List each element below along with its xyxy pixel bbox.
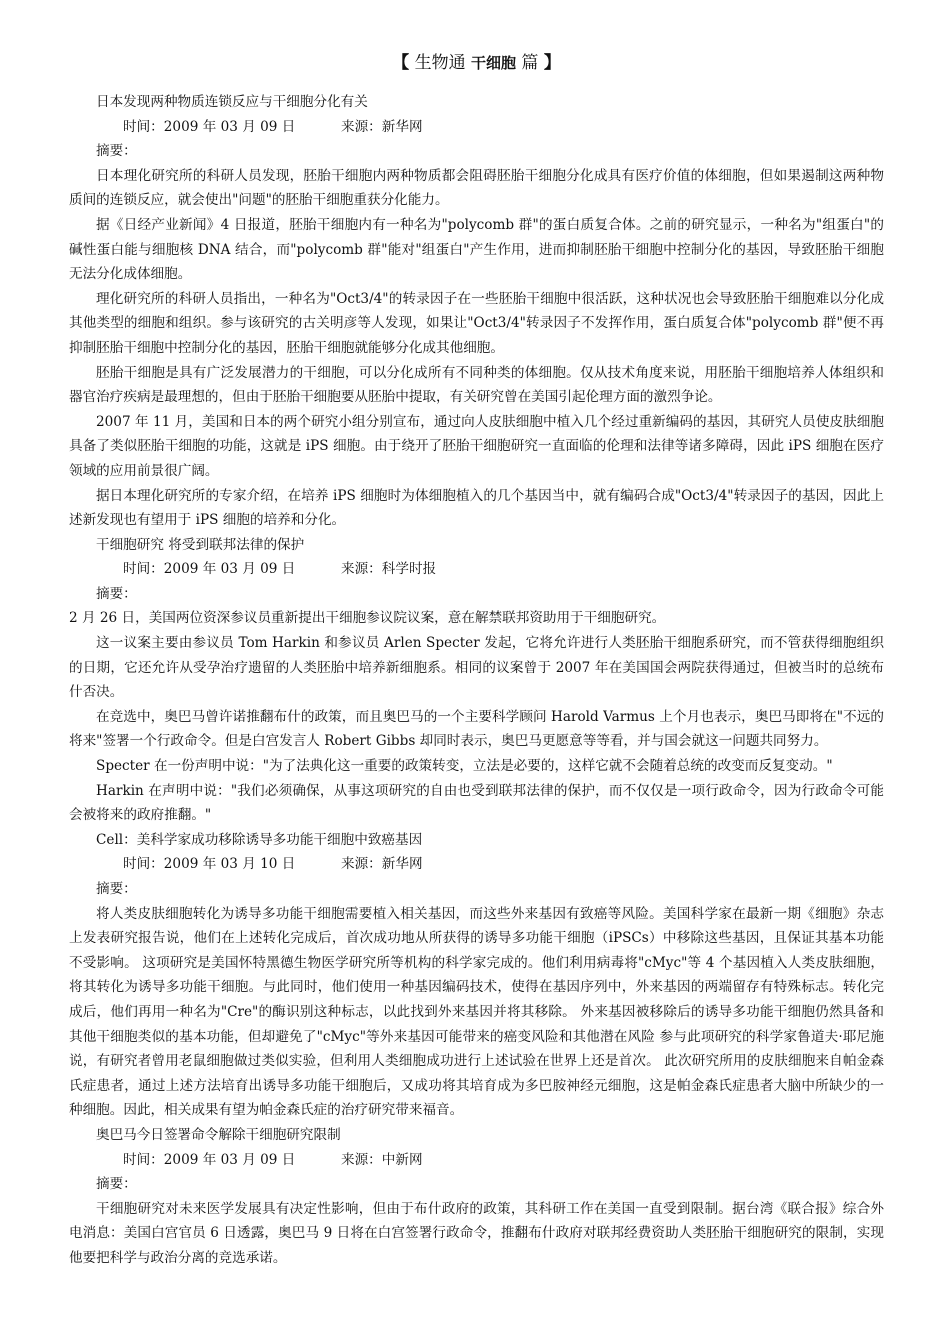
document-page xyxy=(69,50,884,1271)
article-paragraph: 干细胞研究对未来医学发展具有决定性影响，但由于布什政府的政策，其科研工作在美国一直受到限制。据台湾《联合报》综合外电消息：美国白宫官员 6 日透露，奥巴马 9 日将在白宫签署行政命令，推翻布什政府对联邦经费资助人类胚胎干细胞研究的限制，实现他要把科学与政治分离的竞选承诺。 xyxy=(69,1200,884,1266)
abstract-label: 摘要： xyxy=(96,881,137,897)
article-source: 来源：新华网 xyxy=(341,856,423,873)
article-4 xyxy=(69,1123,884,1271)
abstract-label: 摘要： xyxy=(96,585,137,602)
article-paragraph: 将人类皮肤细胞转化为诱导多功能干细胞需要植入相关基因，而这些外来基因有致癌等风险。美国科学家在最新一期《细胞》杂志上发表研究报告说，他们在上述转化完成后，首次成功地从所获得的诱导多功能干细胞（iPSCs）中移除这些基因，且保证其基本功能不受影响。 这项研究是美国怀特黑德生物医学研究所等机构的科学家完成的。他们利用病毒将"cMyc"等 4 个基因植入人类皮肤细胞，将其转化为诱导多功能干细胞。与此同时，他们使用一种基因编码技术，使得在基因序列中，外来基因的两端留存有特殊标志。转化完成后，他们再用一种名为"Cre"的酶识别这种标志，以此找到外来基因并将其移除。 外来基因被移除后的诱导多功能干细胞仍然具备和其他干细胞类似的基本功能，但却避免了"cMyc"等外来基因可能带来的癌变风险和其他潜在风险 参与此项研究的科学家鲁道夫·耶尼施说，有研究者曾用老鼠细胞做过类似实验，但利用人类细胞成功进行上述试验在世界上还是首次。 此次研究所用的皮肤细胞来自帕金森氏症患者，通过上述方法培育出诱导多功能干细胞后，又成功将其培育成为多巴胺神经元细胞，这是帕金森氏症患者大脑中所缺少的一种细胞。因此，相关成果有望为帕金森氏症的治疗研究带来福音。 xyxy=(69,905,884,1119)
abstract-label: 摘要： xyxy=(96,143,137,160)
article-paragraph: 理化研究所的科研人员指出，一种名为"Oct3/4"的转录因子在一些胚胎干细胞中很活跃，这种状况也会导致胚胎干细胞难以分化成其他类型的细胞和组织。参与该研究的古关明彦等人发现，如果让"Oct3/4"转录因子不发挥作用，蛋白质复合体"polycomb 群"便不再抑制胚胎干细胞中控制分化的基因，胚胎干细胞就能够分化成其他细胞。 xyxy=(69,290,884,356)
article-paragraph: 日本理化研究所的科研人员发现，胚胎干细胞内两种物质都会阻碍胚胎干细胞分化成具有医疗价值的体细胞，但如果遏制这两种物质间的连锁反应，就会使出"问题"的胚胎干细胞重获分化能力。 xyxy=(69,167,884,209)
article-paragraph: Harkin 在声明中说："我们必须确保，从事这项研究的自由也受到联邦法律的保护，而不仅仅是一项行政命令，因为行政命令可能会被将来的政府推翻。" xyxy=(69,782,884,824)
article-time: 时间：2009 年 03 月 09 日 xyxy=(123,1151,296,1168)
title-prefix: 生物通 xyxy=(414,53,466,73)
article-time: 时间：2009 年 03 月 09 日 xyxy=(123,561,296,578)
article-headline: 干细胞研究 将受到联邦法律的保护 xyxy=(96,536,305,553)
article-paragraph: 据《日经产业新闻》4 日报道，胚胎干细胞内有一种名为"polycomb 群"的蛋白质复合体。之前的研究显示，一种名为"组蛋白"的碱性蛋白能与细胞核 DNA 结合，而"polycomb 群"能对"组蛋白"产生作用，进而抑制胚胎干细胞中控制分化的基因，导致胚胎干细胞无法分化成体细胞。 xyxy=(69,216,884,283)
article-source: 来源：科学时报 xyxy=(341,561,437,578)
article-headline: Cell：美科学家成功移除诱导多功能干细胞中致癌基因 xyxy=(96,831,423,848)
article-paragraph: 2007 年 11 月，美国和日本的两个研究小组分别宣布，通过向人皮肤细胞中植入几个经过重新编码的基因，其研究人员使皮肤细胞具备了类似胚胎干细胞的功能，这就是 iPS 细胞。由于绕开了胚胎干细胞研究一直面临的伦理和法律等诸多障碍，因此 iPS 细胞在医疗领域的应用前景很广阔。 xyxy=(69,413,884,479)
article-headline: 日本发现两种物质连锁反应与干细胞分化有关 xyxy=(96,94,368,110)
title-bracket-close: 】 xyxy=(543,53,561,73)
article-source: 来源：中新网 xyxy=(341,1151,423,1168)
article-time: 时间：2009 年 03 月 10 日 xyxy=(123,856,296,873)
article-meta xyxy=(69,852,884,877)
article-paragraph: Specter 在一份声明中说："为了法典化这一重要的政策转变，立法是必要的，这样它就不会随着总统的改变而反复变动。" xyxy=(96,758,833,775)
article-paragraph: 这一议案主要由参议员 Tom Harkin 和参议员 Arlen Specter 发起，它将允许进行人类胚胎干细胞系研究，而不管获得细胞组织的日期，它还允许从受孕治疗遗留的人类胚胎中培养新细胞系。相同的议案曾于 2007 年在美国国会两院获得通过，但被当时的总统布什否决。 xyxy=(69,635,884,701)
title-bracket-open: 【 xyxy=(392,53,410,73)
page-title xyxy=(69,50,884,76)
article-3 xyxy=(69,828,884,1123)
article-1 xyxy=(69,90,884,533)
article-meta xyxy=(69,557,884,582)
article-source: 来源：新华网 xyxy=(341,118,423,135)
article-meta xyxy=(69,115,884,140)
article-paragraph: 据日本理化研究所的专家介绍，在培养 iPS 细胞时为体细胞植入的几个基因当中，就有编码合成"Oct3/4"转录因子的基因，因此上述新发现也有望用于 iPS 细胞的培养和分化。 xyxy=(69,487,884,529)
article-paragraph: 在竞选中，奥巴马曾许诺推翻布什的政策，而且奥巴马的一个主要科学顾问 Harold Varmus 上个月也表示，奥巴马即将在"不远的将来"签署一个行政命令。但是白宫发言人 Robert Gibbs 却同时表示，奥巴马更愿意等等看，并与国会就这一问题共同努力。 xyxy=(69,708,884,750)
article-time: 时间：2009 年 03 月 09 日 xyxy=(123,118,296,135)
title-keyword: 干细胞 xyxy=(470,54,516,72)
article-2 xyxy=(69,533,884,828)
article-paragraph: 2 月 26 日，美国两位资深参议员重新提出干细胞参议院议案，意在解禁联邦资助用于干细胞研究。 xyxy=(69,610,666,627)
abstract-label: 摘要： xyxy=(96,1176,137,1193)
title-suffix: 篇 xyxy=(521,53,539,73)
article-meta xyxy=(69,1148,884,1173)
article-headline: 奥巴马今日签署命令解除干细胞研究限制 xyxy=(96,1126,341,1143)
article-paragraph: 胚胎干细胞是具有广泛发展潜力的干细胞，可以分化成所有不同种类的体细胞。仅从技术角度来说，用胚胎干细胞培养人体组织和器官治疗疾病是最理想的，但由于胚胎干细胞要从胚胎中提取，有关研究曾在美国引起伦理方面的激烈争论。 xyxy=(69,364,884,406)
